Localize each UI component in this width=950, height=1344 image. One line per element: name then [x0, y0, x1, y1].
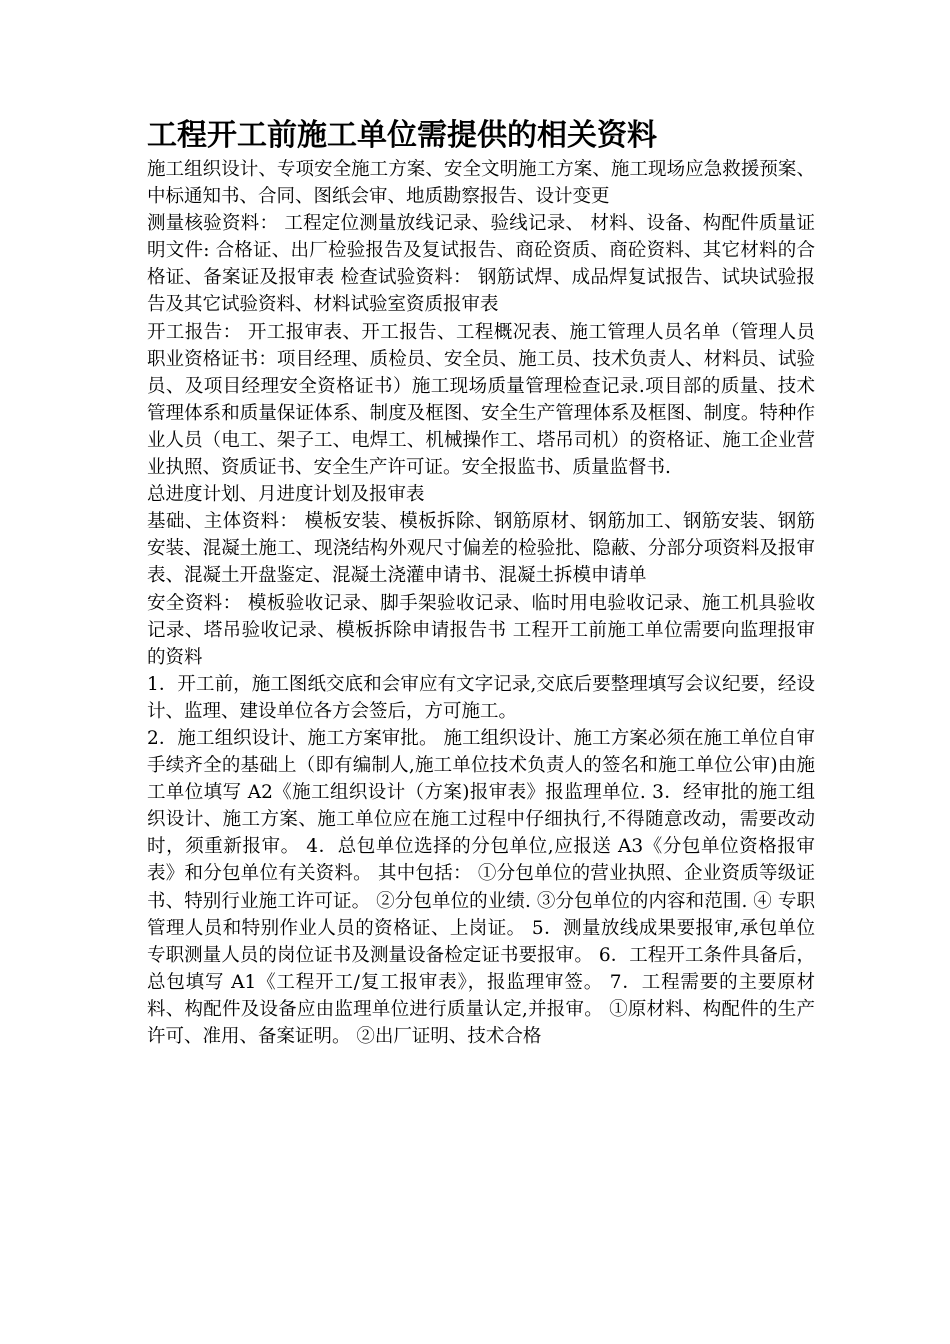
document-title: 工程开工前施工单位需提供的相关资料	[147, 118, 657, 153]
paragraph-schedule: 总进度计划、月进度计划及报审表	[147, 484, 425, 506]
paragraph-items-2-7: 2．施工组织设计、施工方案审批。 施工组织设计、施工方案必须在施工单位自审手续齐全的基础上（即有编制人,施工单位技术负责人的签名和施工单位公审)由施工单位填写 A2《施工组织设计（方案)报审表》报监理单位. 3．经审批的施工组织设计、施工方案、施工单位应在施工过程中仔细执行,不得随意改动，需要改动时，须重新报审。 4．总包单位选择的分包单位,应报送 A3《分包单位资格报审表》和分包单位有关资料。 其中包括： ①分包单位的营业执照、企业资质等级证书、特别行业施工许可证。 ②分包单位的业绩. ③分包单位的内容和范围. ④ 专职管理人员和特别作业人员的资格证、上岗证。 5．测量放线成果要报审,承包单位专职测量人员的岗位证书及测量设备检定证书要报审。 6．工程开工条件具备后，总包填写 A1《工程开工/复工报审表》，报监理审签。 7．工程需要的主要原材料、构配件及设备应由监理单位进行质量认定,并报审。 ①原材料、构配件的生产许可、准用、备案证明。 ②出厂证明、技术合格	[147, 727, 815, 1047]
paragraph-documents-list: 施工组织设计、专项安全施工方案、安全文明施工方案、施工现场应急救援预案、中标通知书、合同、图纸会审、地质勘察报告、设计变更	[147, 159, 815, 208]
paragraph-safety-materials: 安全资料： 模板验收记录、脚手架验收记录、临时用电验收记录、施工机具验收记录、塔吊验收记录、模板拆除申请报告书 工程开工前施工单位需要向监理报审的资料	[147, 592, 815, 668]
paragraph-structure-materials: 基础、主体资料： 模板安装、模板拆除、钢筋原材、钢筋加工、钢筋安装、钢筋安装、混凝土施工、现浇结构外观尺寸偏差的检验批、隐蔽、分部分项资料及报审表、混凝土开盘鉴定、混凝土浇灌申请书、混凝土拆模申请单	[147, 511, 815, 587]
paragraph-item-1: 1．开工前，施工图纸交底和会审应有文字记录,交底后要整理填写会议纪要，经设计、监理、建设单位各方会签后，方可施工。	[147, 673, 815, 722]
paragraph-survey-materials: 测量核验资料： 工程定位测量放线记录、验线记录、 材料、设备、构配件质量证明文件: 合格证、出厂检验报告及复试报告、商砼资质、商砼资料、其它材料的合格证、备案证及报审表 检查试验资料： 钢筋试焊、成品焊复试报告、试块试验报告及其它试验资料、材料试验室资质报审表	[147, 213, 815, 316]
paragraph-commencement-report: 开工报告： 开工报审表、开工报告、工程概况表、施工管理人员名单（管理人员职业资格证书：项目经理、质检员、安全员、施工员、技术负责人、材料员、试验员、及项目经理安全资格证书）施工现场质量管理检查记录.项目部的质量、技术管理体系和质量保证体系、制度及框图、安全生产管理体系及框图、制度。特种作业人员（电工、架子工、电焊工、机械操作工、塔吊司机）的资格证、施工企业营业执照、资质证书、安全生产许可证。安全报监书、质量监督书.	[147, 321, 815, 479]
document-page	[147, 116, 815, 1050]
